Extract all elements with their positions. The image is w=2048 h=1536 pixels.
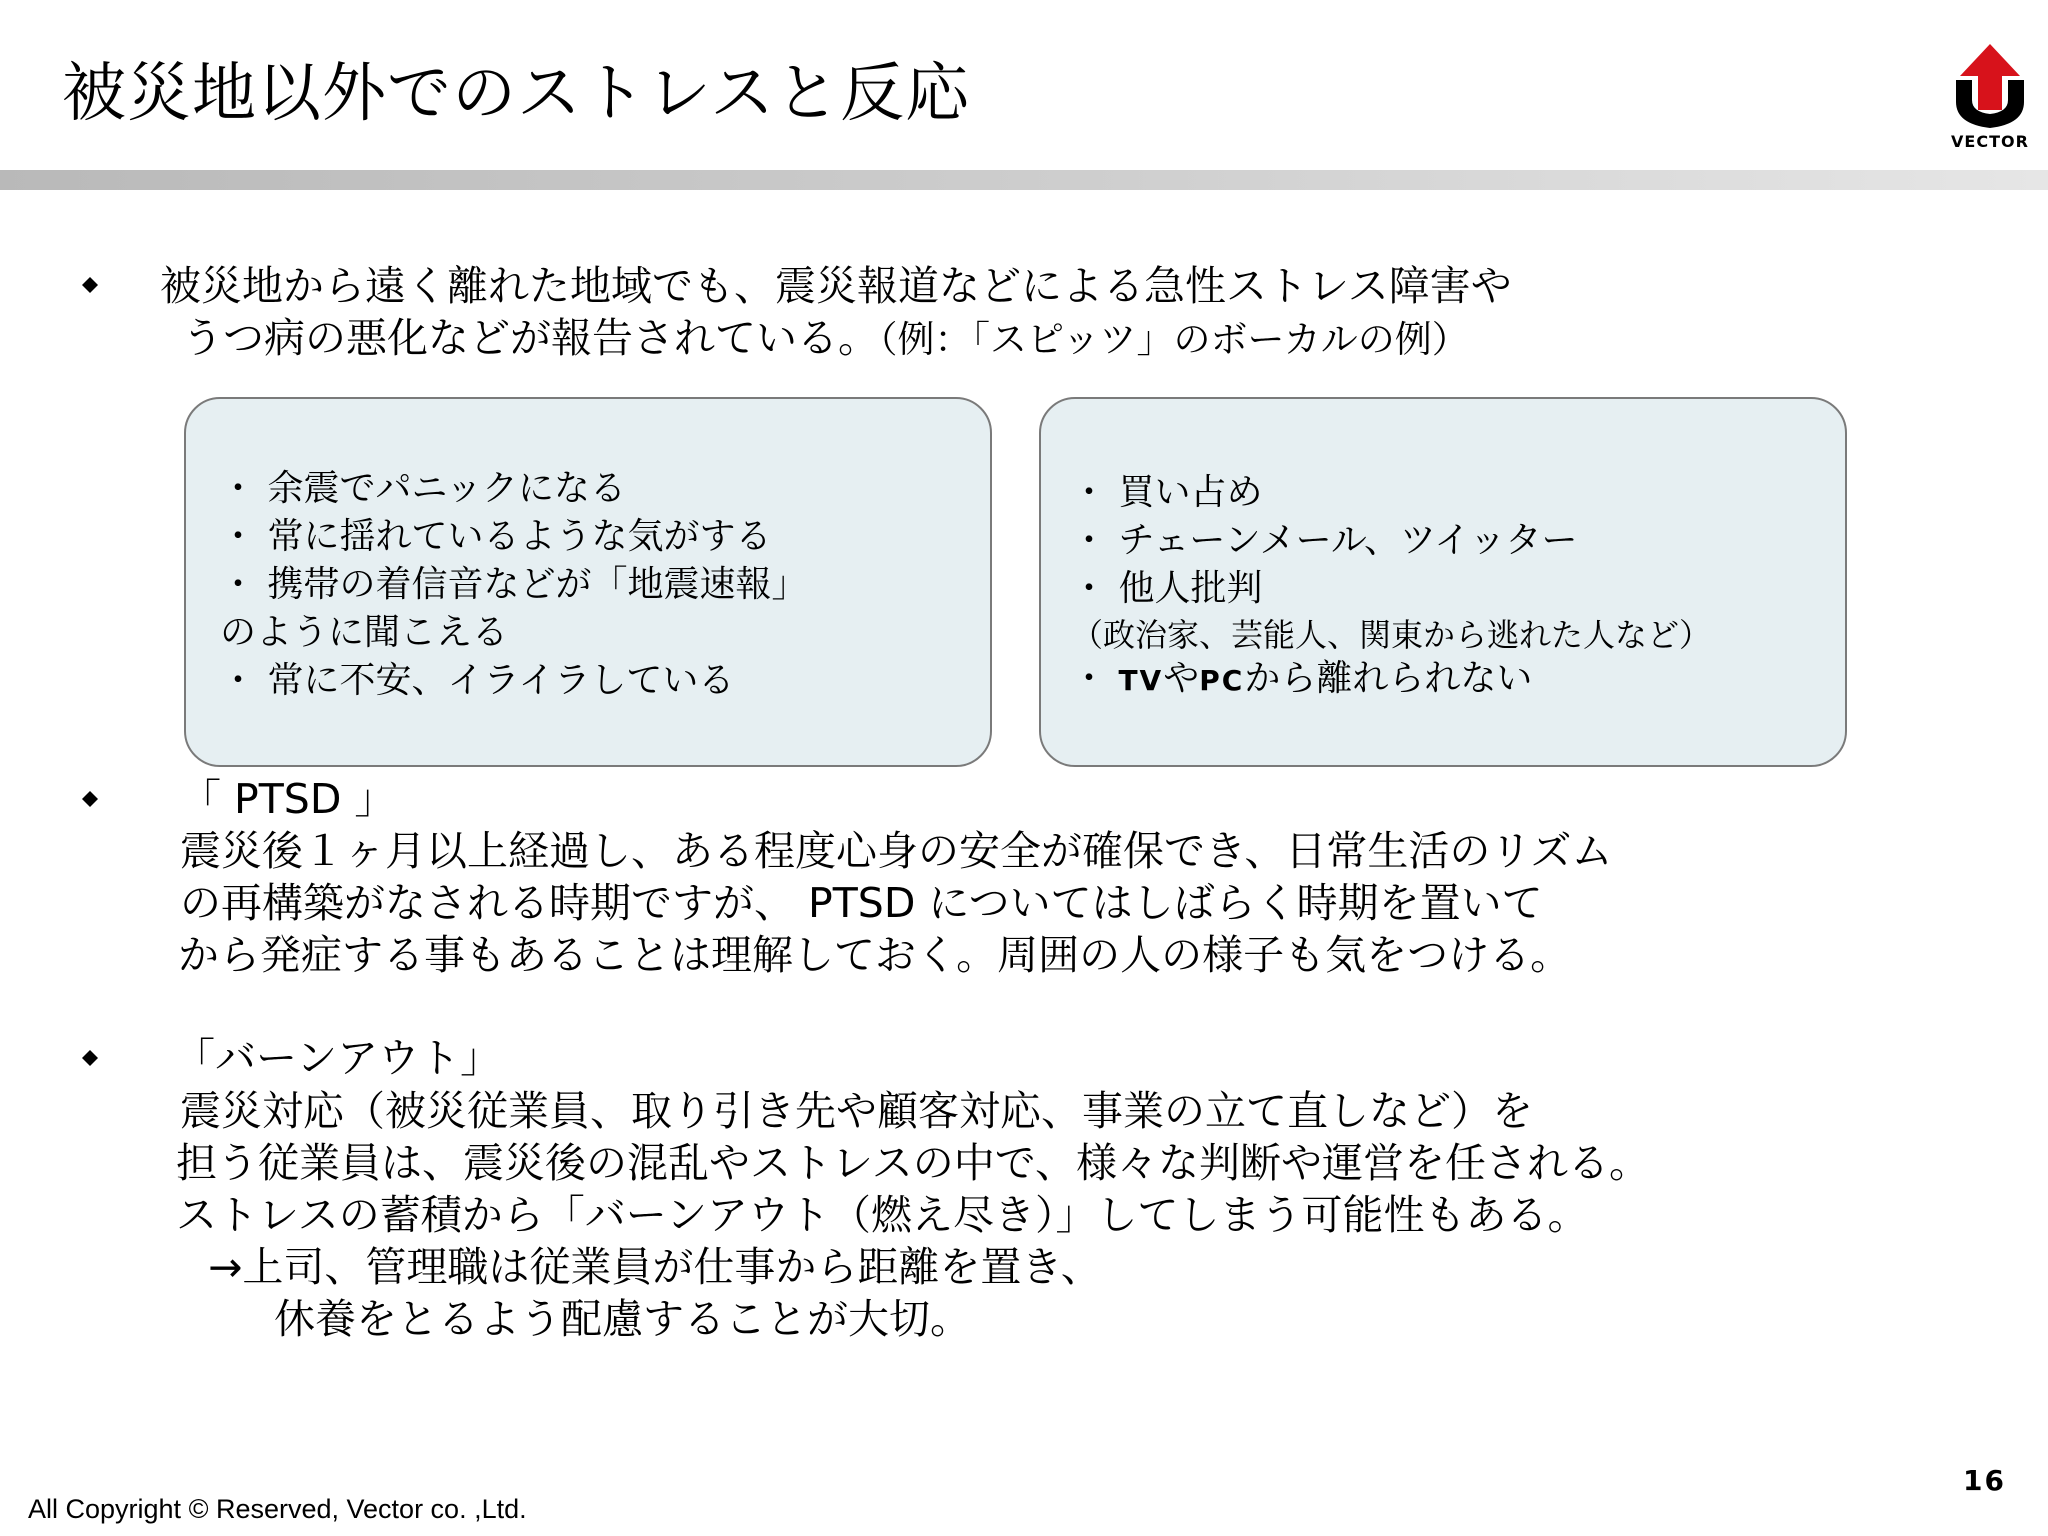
callout-right-item-note: （政治家、芸能人、関東から逃れた人など）	[1071, 616, 1712, 654]
intro-example-note: （例：「スピッツ」のボーカルの例）	[879, 318, 1469, 361]
intro-line-2-main: うつ病の悪化などが報告されている。	[182, 314, 879, 362]
callout-right-item: ・ 買い占め	[1071, 472, 1263, 513]
burnout-heading: 「バーンアウト」	[174, 1034, 502, 1082]
burnout-line: 休養をとるよう配慮することが大切。	[274, 1295, 971, 1343]
burnout-line: 担う従業員は、震災後の混乱やストレスの中で、様々な判断や運営を任される。	[176, 1139, 1650, 1187]
diamond-bullet-icon	[80, 789, 100, 809]
logo-text: VECTOR	[1951, 132, 2029, 151]
ptsd-line: の再構築がなされる時期ですが、 PTSD についてはしばらく時期を置いて	[180, 879, 1543, 927]
tv-label: TV	[1118, 664, 1164, 697]
callout-box-right	[1039, 397, 1847, 767]
intro-line-1: 被災地から遠く離れた地域でも、震災報道などによる急性ストレス障害や	[160, 262, 1512, 310]
page-number: 16	[1963, 1464, 2006, 1497]
slide-title: 被災地以外でのストレスと反応	[62, 57, 971, 131]
diamond-bullet-icon	[80, 275, 100, 295]
callout-left-item: のように聞こえる	[220, 612, 509, 653]
burnout-line: 震災対応（被災従業員、取り引き先や顧客対応、事業の立て直しなど）を	[180, 1087, 1533, 1135]
callout-left-item: ・ 常に不安、イライラしている	[220, 660, 735, 701]
diamond-bullet-icon	[80, 1048, 100, 1068]
burnout-line: →上司、管理職は従業員が仕事から距離を置き、	[208, 1243, 1102, 1291]
ptsd-heading: 「 PTSD 」	[180, 775, 396, 823]
callout-right-item: ・ 他人批判	[1071, 568, 1263, 609]
callout-box-left	[184, 397, 992, 767]
ptsd-line: から発症する事もあることは理解しておく。周囲の人の様子も気をつける。	[178, 931, 1572, 979]
callout-right-item	[1071, 655, 1532, 705]
pc-label: PC	[1199, 664, 1245, 697]
callout-left-item: ・ 常に揺れているような気がする	[220, 516, 772, 557]
burnout-line: ストレスの蓄積から「バーンアウト（燃え尽き）」してしまう可能性もある。	[176, 1191, 1589, 1239]
callout-left-item: ・ 余震でパニックになる	[220, 468, 627, 509]
callout-right-last-middle: や	[1163, 658, 1200, 699]
title-divider	[0, 170, 2048, 190]
callout-right-last-prefix: ・	[1071, 658, 1119, 699]
vector-logo-icon	[1950, 40, 2030, 132]
callout-right-last-suffix: から離れられない	[1244, 658, 1533, 699]
vector-logo	[1950, 40, 2030, 160]
ptsd-line: 震災後１ヶ月以上経過し、ある程度心身の安全が確保でき、日常生活のリズム	[180, 827, 1613, 875]
callout-right-item: ・ チェーンメール、ツイッター	[1071, 520, 1578, 561]
intro-line-2	[182, 312, 1469, 366]
callout-left-item: ・ 携帯の着信音などが「地震速報」	[220, 564, 808, 605]
copyright-footer: All Copyright © Reserved, Vector co. ,Ltd.	[28, 1494, 527, 1524]
